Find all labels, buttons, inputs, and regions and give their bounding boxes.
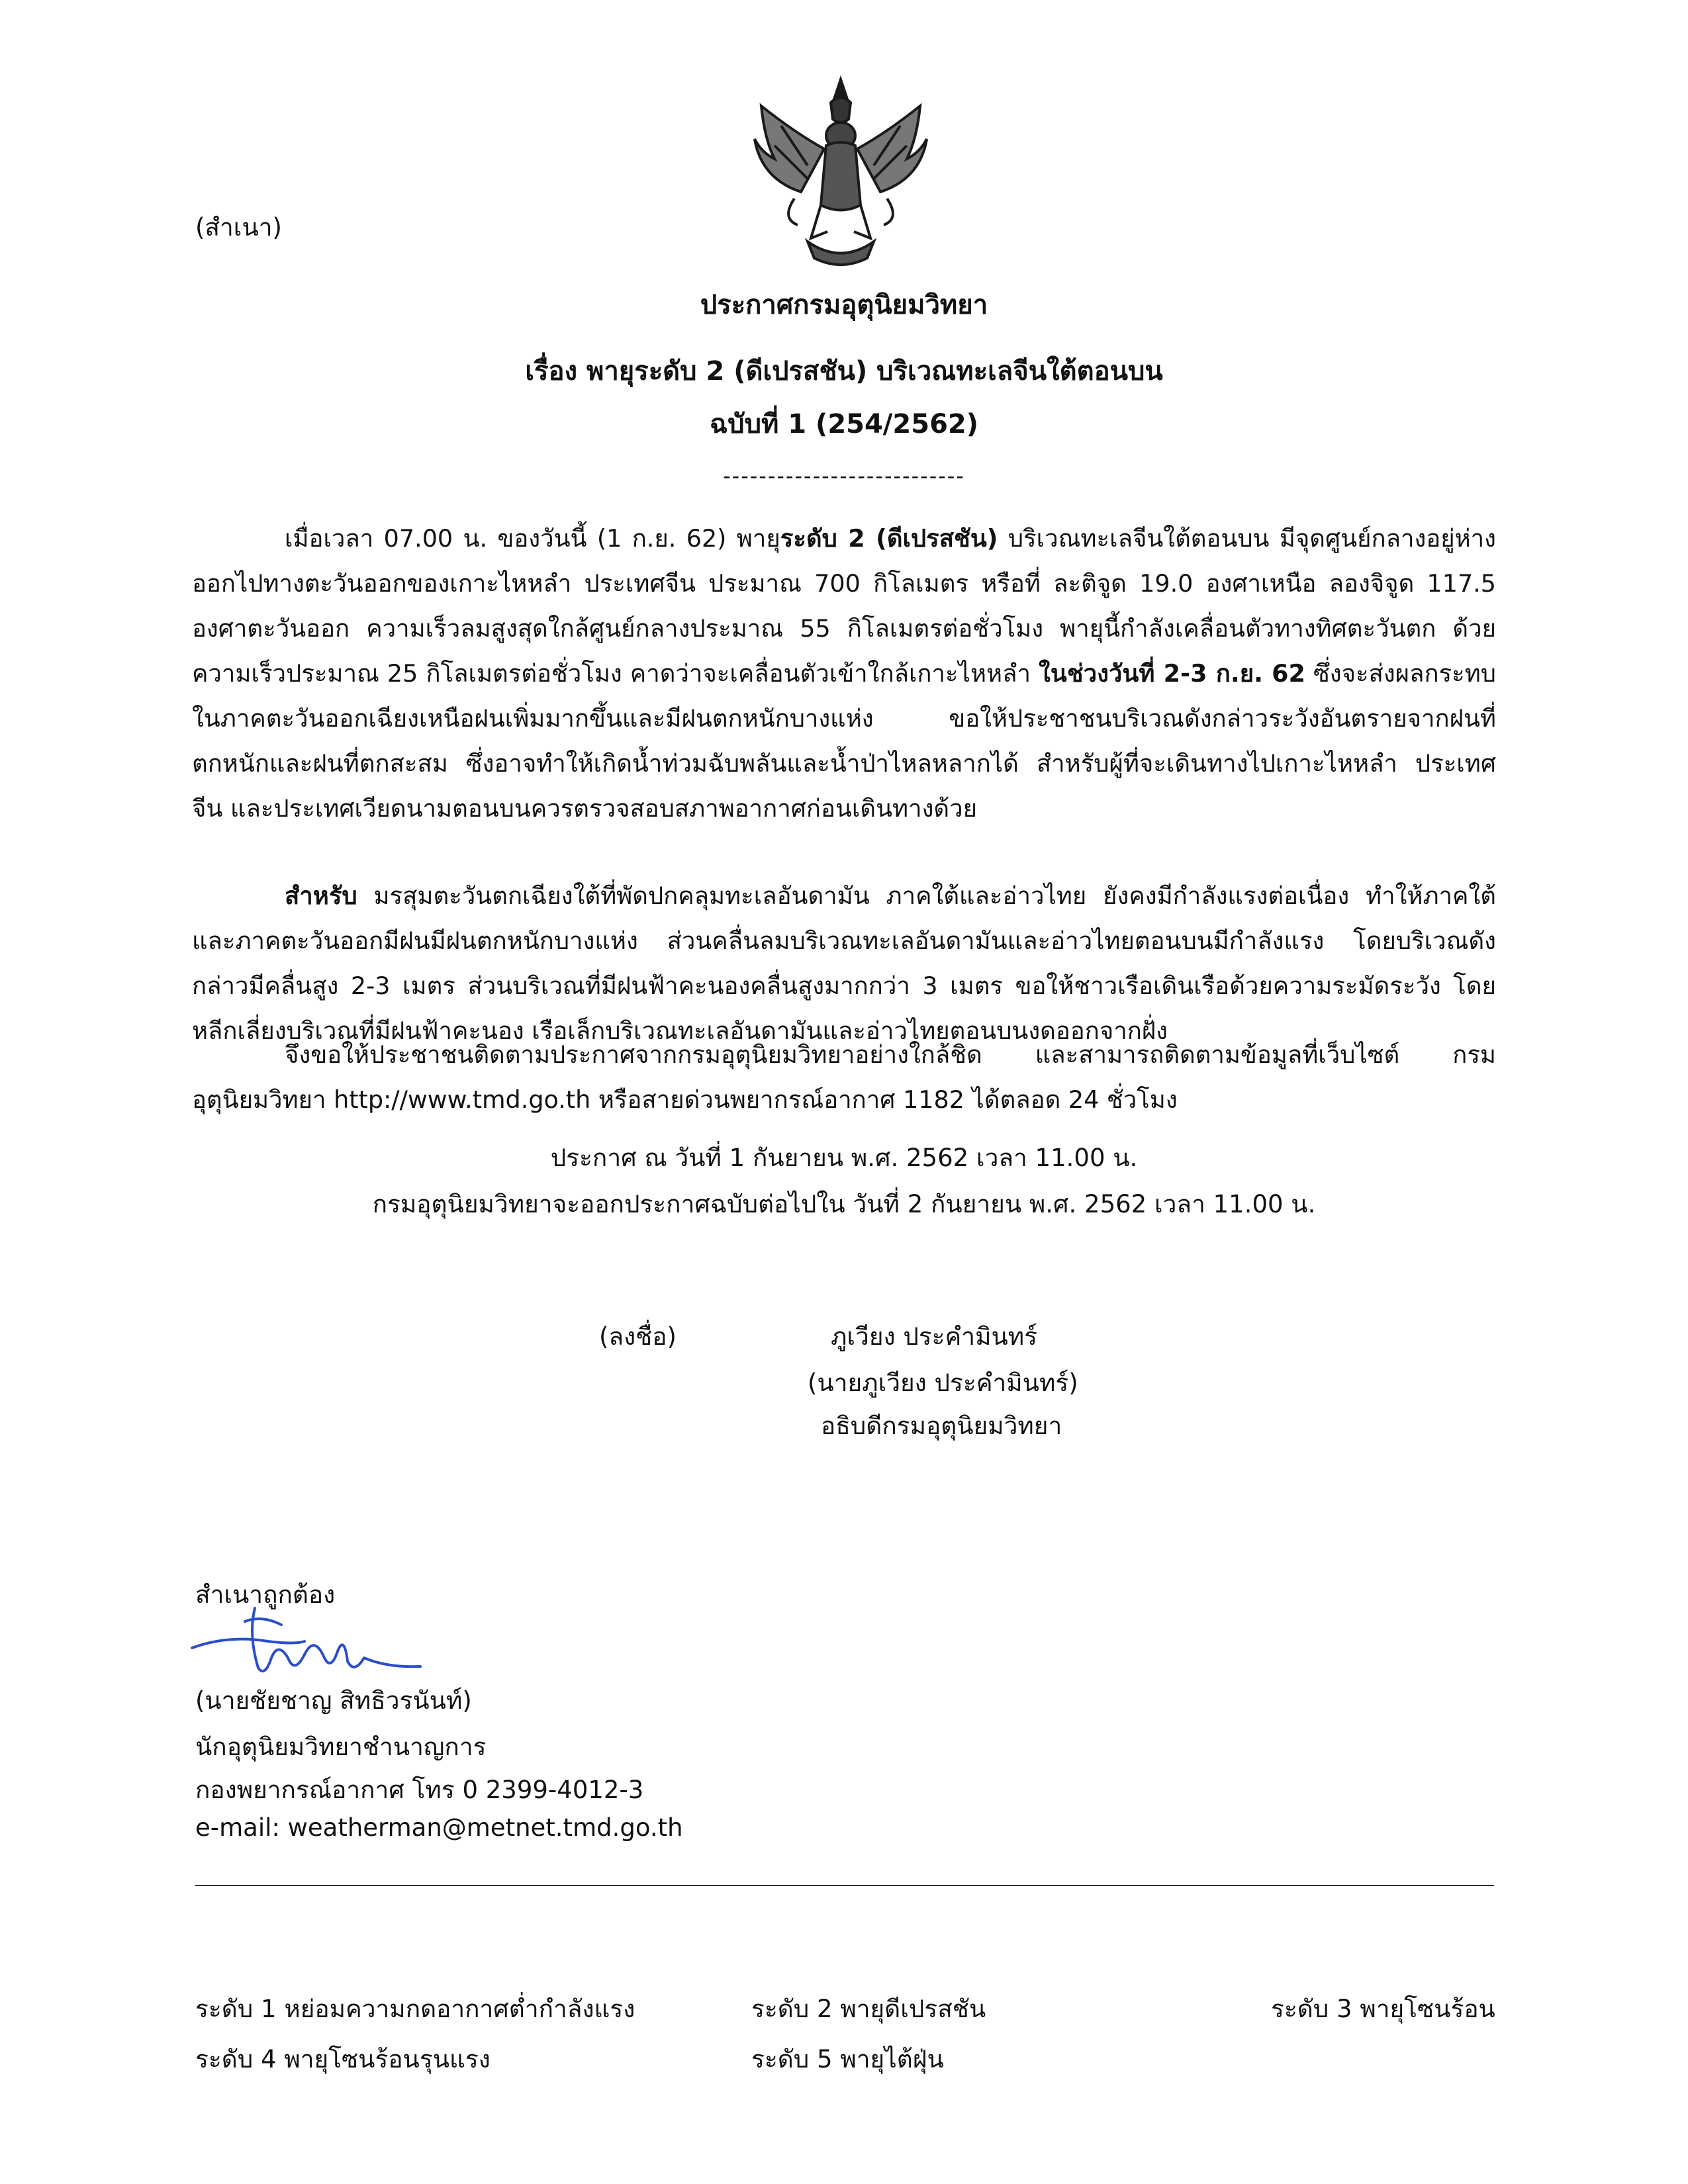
- signer-name: ภูเวียง ประคำมินทร์: [831, 1322, 1038, 1351]
- paragraph-advice: จึงขอให้ประชาชนติดตามประกาศจากกรมอุตุนิยมวิทยาอย่างใกล้ชิด และสามารถติดตามข้อมูลที่เว็บไซต์ กรมอุตุนิยมวิทยา http://www.tmd.go.th หรือสายด่วนพยากรณ์อากาศ 1182 ได้ตลอด 24 ชั่วโมง: [192, 1040, 1496, 1114]
- paragraph-storm-report: [192, 516, 1496, 831]
- handwritten-signature: [189, 1595, 427, 1694]
- monsoon-lead-bold: สำหรับ: [285, 882, 357, 910]
- paragraph-text: ซึ่งจะส่งผลกระทบในภาคตะวันออกเฉียงเหนือฝนเพิ่มมากขึ้นและมีฝนตกหนักบางแห่ง ขอให้ประชาชนบริเวณดังกล่าวระวังอันตรายจากฝนที่ตกหนักและฝนที่ตกสะสม ซึ่งอาจทำให้เกิดน้ำท่วมฉับพลันและน้ำป่าไหลหลากได้ สำหรับผู้ที่จะเดินทางไปเกาะไหหลำ ประเทศจีน และประเทศเวียดนามตอนบนควรตรวจสอบสภาพอากาศก่อนเดินทางด้วย: [192, 659, 1496, 823]
- legend-level-3: ระดับ 3 พายุโซนร้อน: [1271, 1995, 1495, 2023]
- separator: ---------------------------: [723, 463, 965, 488]
- issue-number: ฉบับที่ 1 (254/2562): [709, 409, 979, 439]
- document-subject: เรื่อง พายุระดับ 2 (ดีเปรสชัน) บริเวณทะเลจีนใต้ตอนบน: [525, 356, 1163, 387]
- footer-divider: [195, 1885, 1494, 1886]
- forecast-date-bold: ในช่วงวันที่ 2-3 ก.ย. 62: [1039, 659, 1305, 688]
- paragraph-text: เมื่อเวลา 07.00 น. ของวันนี้ (1 ก.ย. 62) พายุ: [285, 524, 780, 553]
- legend-level-2: ระดับ 2 พายุดีเปรสชัน: [751, 1995, 986, 2023]
- legend-level-1: ระดับ 1 หย่อมความกดอากาศต่ำกำลังแรง: [195, 1995, 635, 2023]
- announce-date: ประกาศ ณ วันที่ 1 กันยายน พ.ศ. 2562 เวลา 11.00 น.: [550, 1144, 1138, 1172]
- signer-position: อธิบดีกรมอุตุนิยมวิทยา: [821, 1412, 1062, 1440]
- paragraph-monsoon: [192, 874, 1496, 1054]
- signer-full-name: (นายภูเวียง ประคำมินทร์): [808, 1369, 1078, 1397]
- garuda-emblem-icon: [735, 66, 947, 278]
- legend-level-4: ระดับ 4 พายุโซนร้อนรุนแรง: [195, 2045, 491, 2073]
- legend-level-5: ระดับ 5 พายุไต้ฝุ่น: [751, 2045, 944, 2073]
- signed-label: (ลงชื่อ): [599, 1322, 677, 1351]
- certified-copy-label: สำเนาถูกต้อง: [195, 1580, 336, 1609]
- certifier-division: กองพยากรณ์อากาศ โทร 0 2399-4012-3: [195, 1776, 644, 1804]
- document-title: ประกาศกรมอุตุนิยมวิทยา: [700, 290, 988, 320]
- next-issue-date: กรมอุตุนิยมวิทยาจะออกประกาศฉบับต่อไปใน วันที่ 2 กันยายน พ.ศ. 2562 เวลา 11.00 น.: [372, 1190, 1316, 1218]
- storm-level-bold: ระดับ 2 (ดีเปรสชัน): [780, 524, 998, 553]
- certifier-position: นักอุตุนิยมวิทยาชำนาญการ: [195, 1733, 487, 1761]
- certifier-name: (นายชัยชาญ สิทธิวรนันท์): [195, 1686, 472, 1715]
- certifier-email: e-mail: weatherman@metnet.tmd.go.th: [195, 1813, 683, 1842]
- paragraph-text: บริเวณทะเลจีนใต้ตอนบน มีจุดศูนย์กลางอยู่ห่างออกไปทางตะวันออกของเกาะไหหลำ ประเทศจีน ประมาณ 700 กิโลเมตร หรือที่ ละติจูด 19.0 องศาเหนือ ลองจิจูด 117.5 องศาตะวันออก ความเร็วลมสูงสุดใกล้ศูนย์กลางประมาณ 55 กิโลเมตรต่อชั่วโมง พายุนี้กำลังเคลื่อนตัวทางทิศตะวันตก ด้วยความเร็วประมาณ 25 กิโลเมตรต่อชั่วโมง คาดว่าจะเคลื่อนตัวเข้าใกล้เกาะไหหลำ: [192, 524, 1496, 688]
- copy-label: (สำเนา): [195, 213, 282, 242]
- paragraph-text: มรสุมตะวันตกเฉียงใต้ที่พัดปกคลุมทะเลอันดามัน ภาคใต้และอ่าวไทย ยังคงมีกำลังแรงต่อเนื่อง ทำให้ภาคใต้และภาคตะวันออกมีฝนมีฝนตกหนักบางแห่ง ส่วนคลื่นลมบริเวณทะเลอันดามันและอ่าวไทยตอนบนมีกำลังแรง โดยบริเวณดังกล่าวมีคลื่นสูง 2-3 เมตร ส่วนบริเวณที่มีฝนฟ้าคะนองคลื่นสูงมากกว่า 3 เมตร ขอให้ชาวเรือเดินเรือด้วยความระมัดระวัง โดยหลีกเลี่ยงบริเวณที่มีฝนฟ้าคะนอง เรือเล็กบริเวณทะเลอันดามันและอ่าวไทยตอนบนงดออกจากฝั่ง: [192, 882, 1496, 1045]
